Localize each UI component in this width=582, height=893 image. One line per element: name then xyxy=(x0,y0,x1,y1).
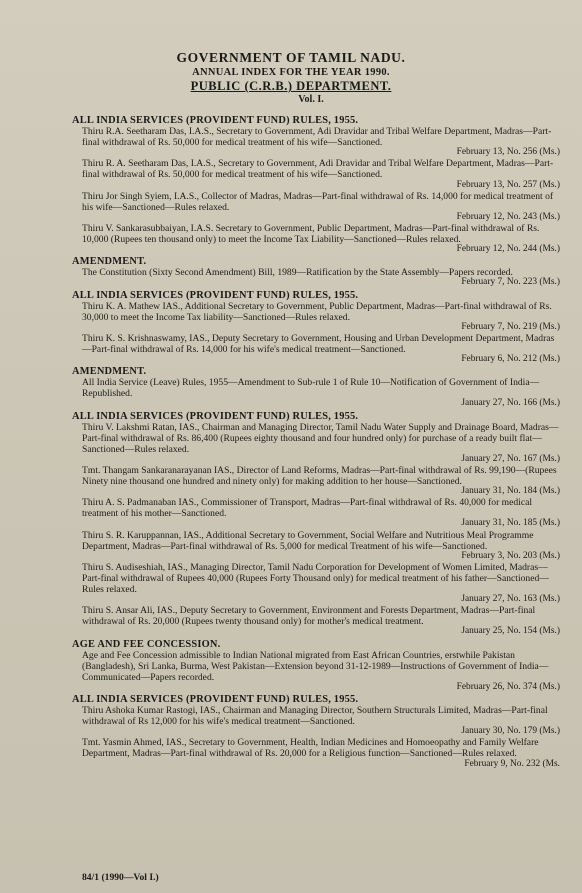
index-entry xyxy=(72,377,560,409)
entry-text: Thiru K. S. Krishnaswamy, IAS., Deputy Secretary to Government, Housing and Urban Development Department, Madras—Part-final withdrawal of Rs. 14,000 for his wife's medical treatment—Sanctioned. xyxy=(82,332,555,355)
entry-text: Age and Fee Concession admissible to Indian National migrated from East African Countries, erstwhile Pakistan (Bangladesh), Sri Lanka, Burma, West Pakistan—Extension beyond 31-12-1989—Instructions of Government of India—Communicated—Papers recorded. xyxy=(82,649,549,683)
index-entry xyxy=(72,465,560,497)
entry-text: Thiru S. R. Karuppannan, IAS., Additional Secretary to Government, Social Welfare and Nutritious Meal Programme Department, Madras—Part-final withdrawal of Rs. 5,000 for medical Treatment of his wife—Sanctioned. xyxy=(82,529,534,552)
entry-reference: February 7, No. 219 (Ms.) xyxy=(461,321,560,332)
entry-reference: January 27, No. 167 (Ms.) xyxy=(461,453,560,464)
entry-reference: January 25, No. 154 (Ms.) xyxy=(461,626,560,637)
entry-text: Thiru K. A. Mathew IAS., Additional Secretary to Government, Public Department, Madras—Part-final withdrawal of Rs. 30,000 to meet the Income Tax liability—Sanctioned—Rules relaxed. xyxy=(82,300,552,323)
index-entry xyxy=(72,333,560,365)
entry-text: Thiru R. A. Seetharam Das, I.A.S., Secretary to Government, Adi Dravidar and Tribal Welfare Department, Madras—Part-final withdrawal of Rs. 50,000 for medical treatment of his wife—Sanctioned. xyxy=(82,158,554,181)
section-heading: ALL INDIA SERVICES (PROVIDENT FUND) RULES, 1955. xyxy=(72,693,359,705)
index-entry xyxy=(72,562,560,605)
entry-text: All India Service (Leave) Rules, 1955—Amendment to Sub-rule 1 of Rule 10—Notification of Government of India—Republished. xyxy=(82,377,540,400)
entry-text: Thiru V. Lakshmi Ratan, IAS., Chairman and Managing Director, Tamil Nadu Water Supply and Drainage Board, Madras—Part-final withdrawal of Rs. 86,400 (Rupees eighty thousand and four hundred only) for purchase of a ready built flat—Sanctioned—Rules relaxed. xyxy=(82,421,559,455)
entry-text: Tmt. Yasmin Ahmed, IAS., Secretary to Government, Health, Indian Medicines and Homoeopathy and Family Welfare Department, Madras—Part-final withdrawal of Rs. 20,000 for a Religious function—Sanctioned—Rules relaxed. xyxy=(82,737,539,760)
index-entries xyxy=(72,114,560,770)
index-entry xyxy=(72,650,560,693)
entry-text: Thiru A. S. Padmanaban IAS., Commissioner of Transport, Madras—Part-final withdrawal of Rs. 40,000 for medical treatment of his mother—Sanctioned. xyxy=(82,497,533,520)
section-heading: AMENDMENT. xyxy=(72,366,147,378)
entry-text: Thiru Jor Singh Syiem, I.A.S., Collector of Madras, Madras—Part-final withdrawal of Rs. 14,000 for medical treatment of his wife—Sanctioned—Rules relaxed. xyxy=(82,190,554,213)
entry-text: Thiru S. Audiseshiah, IAS., Managing Director, Tamil Nadu Corporation for Development of Women Limited, Madras—Part-final withdrawal of Rupees 40,000 (Rupees Forty Thousand only) for medical treatment of his father—Sanctioned—Rules relaxed. xyxy=(82,561,549,596)
section-heading: AMENDMENT. xyxy=(72,256,147,268)
section-heading: AGE AND FEE CONCESSION. xyxy=(72,638,221,650)
index-entry xyxy=(72,126,560,158)
index-entry xyxy=(72,223,560,255)
entry-reference: February 13, No. 257 (Ms.) xyxy=(456,179,560,190)
index-entry xyxy=(72,530,560,562)
entry-text: Thiru V. Sankarasubbaiyan, I.A.S. Secretary to Government, Public Department, Madras—Part-final withdrawal of Rs. 10,000 (Rupees ten thousand only) to meet the Income Tax Liability—Sanctioned—Rules relaxed. xyxy=(82,222,540,246)
section-heading: ALL INDIA SERVICES (PROVIDENT FUND) RULES, 1955. xyxy=(72,289,359,301)
index-entry xyxy=(72,301,560,333)
index-entry xyxy=(72,267,560,288)
index-entry xyxy=(72,497,560,529)
entry-text: Thiru S. Ansar Ali, IAS., Deputy Secretary to Government, Environment and Forests Department, Madras—Part-final withdrawal of Rs. 20,000 (Rupees twenty thousand only) for mother's medical treatment. xyxy=(82,605,536,628)
entry-reference: February 26, No. 374 (Ms.) xyxy=(456,681,560,692)
section-heading: ALL INDIA SERVICES (PROVIDENT FUND) RULES, 1955. xyxy=(72,410,359,422)
page-header xyxy=(0,50,582,105)
index-entry xyxy=(72,158,560,190)
page-subtitle: ANNUAL INDEX FOR THE YEAR 1990. xyxy=(192,67,390,78)
entry-reference: January 31, No. 184 (Ms.) xyxy=(461,486,560,497)
entry-reference: February 9, No. 232 (Ms. xyxy=(464,758,560,769)
page-title: GOVERNMENT OF TAMIL NADU. xyxy=(176,50,406,65)
page-footer: 84/1 (1990—Vol I.) xyxy=(82,872,159,883)
entry-reference: February 7, No. 223 (Ms.) xyxy=(461,277,560,288)
entry-reference: February 13, No. 256 (Ms.) xyxy=(456,147,560,158)
entry-reference: February 3, No. 203 (Ms.) xyxy=(461,550,560,561)
entry-reference: February 6, No. 212 (Ms.) xyxy=(461,354,560,365)
entry-reference: January 27, No. 163 (Ms.) xyxy=(461,594,560,605)
entry-text: Thiru R.A. Seetharam Das, I.A.S., Secretary to Government, Adi Dravidar and Tribal Welfare Department, Madras—Part-final withdrawal of Rs. 50,000 for medical treatment of his wife—Sanctioned. xyxy=(82,126,552,149)
index-entry xyxy=(72,705,560,737)
department-title: PUBLIC (C.R.B.) DEPARTMENT. xyxy=(190,79,392,93)
entry-text: Tmt. Thangam Sankaranarayanan IAS., Director of Land Reforms, Madras—Part-final withdrawal of Rs. 99,190—(Rupees Ninety nine thousand one hundred and ninety only) for making addition to her house—Sanctioned. xyxy=(82,465,557,488)
entry-reference: February 12, No. 244 (Ms.) xyxy=(456,244,560,255)
section-heading: ALL INDIA SERVICES (PROVIDENT FUND) RULES, 1955. xyxy=(72,115,359,126)
entry-reference: January 31, No. 185 (Ms.) xyxy=(461,518,560,529)
index-entry xyxy=(72,422,560,465)
entry-reference: February 12, No. 243 (Ms.) xyxy=(456,211,560,222)
index-entry xyxy=(72,191,560,223)
volume-label: Vol. I. xyxy=(298,94,324,105)
index-entry xyxy=(72,737,560,769)
entry-text: The Constitution (Sixty Second Amendment) Bill, 1989—Ratification by the State Assembly—Papers recorded. xyxy=(82,267,513,279)
entry-reference: January 27, No. 166 (Ms.) xyxy=(461,398,560,409)
entry-text: Thiru Ashoka Kumar Rastogi, IAS., Chairman and Managing Director, Southern Structurals Limited, Madras—Part-final withdrawal of Rs 12,000 for his wife's medical treatment—Sanctioned. xyxy=(82,705,548,728)
index-entry xyxy=(72,605,560,637)
entry-reference: January 30, No. 179 (Ms.) xyxy=(461,726,560,737)
